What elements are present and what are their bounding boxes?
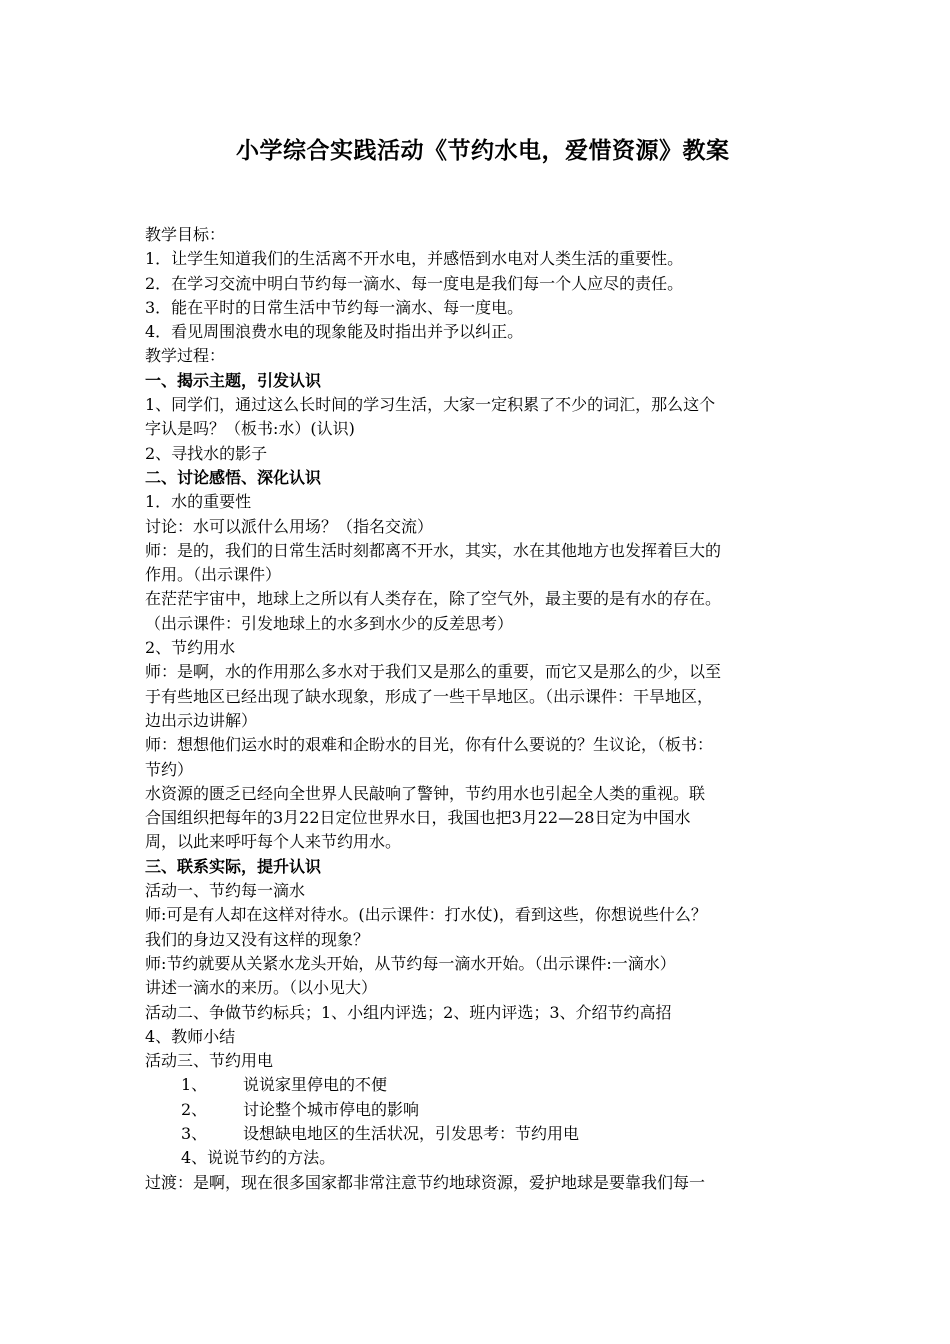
paragraph-line: 4、说说节约的方法。 — [181, 1148, 336, 1168]
paragraph-line: 节约） — [145, 759, 194, 779]
paragraph-line: 师:节约就要从关紧水龙头开始，从节约每一滴水开始。（出示课件:一滴水） — [145, 953, 676, 973]
list-item-number: 3、 — [181, 1123, 208, 1143]
list-item — [145, 1122, 813, 1146]
paragraph-line: 1、同学们，通过这么长时间的学习生活，大家一定积累了不少的词汇，那么这个 — [145, 395, 716, 415]
paragraph-line: 活动三、节约用电 — [145, 1051, 274, 1071]
list-item — [145, 1098, 813, 1122]
paragraph-line: 师：是啊，水的作用那么多水对于我们又是那么的重要，而它又是那么的少，以至 — [145, 662, 722, 682]
paragraph-line: 过渡：是啊，现在很多国家都非常注意节约地球资源，爱护地球是要靠我们每一 — [145, 1172, 706, 1192]
paragraph-line: 水资源的匮乏已经向全世界人民敲响了警钟，节约用水也引起全人类的重视。联 — [145, 783, 706, 803]
list-item-number: 2、 — [181, 1099, 208, 1119]
list-item — [145, 1073, 813, 1097]
paragraph-line: 边出示边讲解） — [145, 710, 258, 730]
heading-part-3: 三、联系实际，提升认识 — [145, 856, 322, 876]
paragraph-line: 讨论：水可以派什么用场？（指名交流） — [145, 516, 434, 536]
paragraph-line: 2、节约用水 — [145, 638, 236, 658]
list-item-number: 1、 — [181, 1075, 208, 1095]
list-item-text: 设想缺电地区的生活状况，引发思考：节约用电 — [243, 1123, 580, 1143]
paragraph-line: 4、教师小结 — [145, 1026, 236, 1046]
section-label-process: 教学过程： — [145, 346, 226, 366]
document-title: 小学综合实践活动《节约水电，爱惜资源》教案 — [236, 138, 730, 164]
document-body — [145, 223, 813, 1195]
objective-4: 4．看见周围浪费水电的现象能及时指出并予以纠正。 — [145, 322, 524, 342]
heading-part-2: 二、讨论感悟、深化认识 — [145, 467, 322, 487]
paragraph-line: 字认是吗？（板书:水）(认识) — [145, 419, 355, 439]
paragraph-line: 师：想想他们运水时的艰难和企盼水的目光，你有什么要说的？生议论，（板书： — [145, 735, 714, 755]
paragraph-line: 师：是的，我们的日常生活时刻都离不开水，其实，水在其他地方也发挥着巨大的 — [145, 540, 722, 560]
paragraph-line: 作用。（出示课件） — [145, 565, 282, 585]
paragraph-line: 合国组织把每年的3月22日定位世界水日，我国也把3月22—28日定为中国水 — [145, 808, 691, 828]
list-item-text: 讨论整个城市停电的影响 — [243, 1099, 420, 1119]
objective-2: 2．在学习交流中明白节约每一滴水、每一度电是我们每一个人应尽的责任。 — [145, 273, 684, 293]
list-item-text: 说说家里停电的不便 — [243, 1075, 388, 1095]
section-label-objectives: 教学目标： — [145, 225, 226, 244]
paragraph-line: （出示课件：引发地球上的水多到水少的反差思考） — [145, 613, 514, 633]
paragraph-line: 活动二、争做节约标兵；1、小组内评选；2、班内评选；3、介绍节约高招 — [145, 1002, 672, 1022]
paragraph-line: 于有些地区已经出现了缺水现象，形成了一些干旱地区。（出示课件：干旱地区， — [145, 686, 714, 706]
paragraph-line: 在茫茫宇宙中，地球上之所以有人类存在，除了空气外，最主要的是有水的存在。 — [145, 589, 722, 609]
paragraph-line: 我们的身边又没有这样的现象？ — [145, 929, 370, 949]
paragraph-line: 活动一、节约每一滴水 — [145, 881, 306, 901]
heading-part-1: 一、揭示主题，引发认识 — [145, 370, 322, 390]
paragraph-line: 1．水的重要性 — [145, 492, 252, 512]
paragraph-line: 2、寻找水的影子 — [145, 443, 268, 463]
paragraph-line: 讲述一滴水的来历。（以小见大） — [145, 978, 378, 998]
objective-1: 1．让学生知道我们的生活离不开水电，并感悟到水电对人类生活的重要性。 — [145, 249, 684, 269]
objective-3: 3．能在平时的日常生活中节约每一滴水、每一度电。 — [145, 297, 524, 317]
paragraph-line: 周，以此来呼吁每个人来节约用水。 — [145, 832, 402, 852]
paragraph-line: 师:可是有人却在这样对待水。(出示课件：打水仗)，看到这些，你想说些什么？ — [145, 905, 707, 925]
